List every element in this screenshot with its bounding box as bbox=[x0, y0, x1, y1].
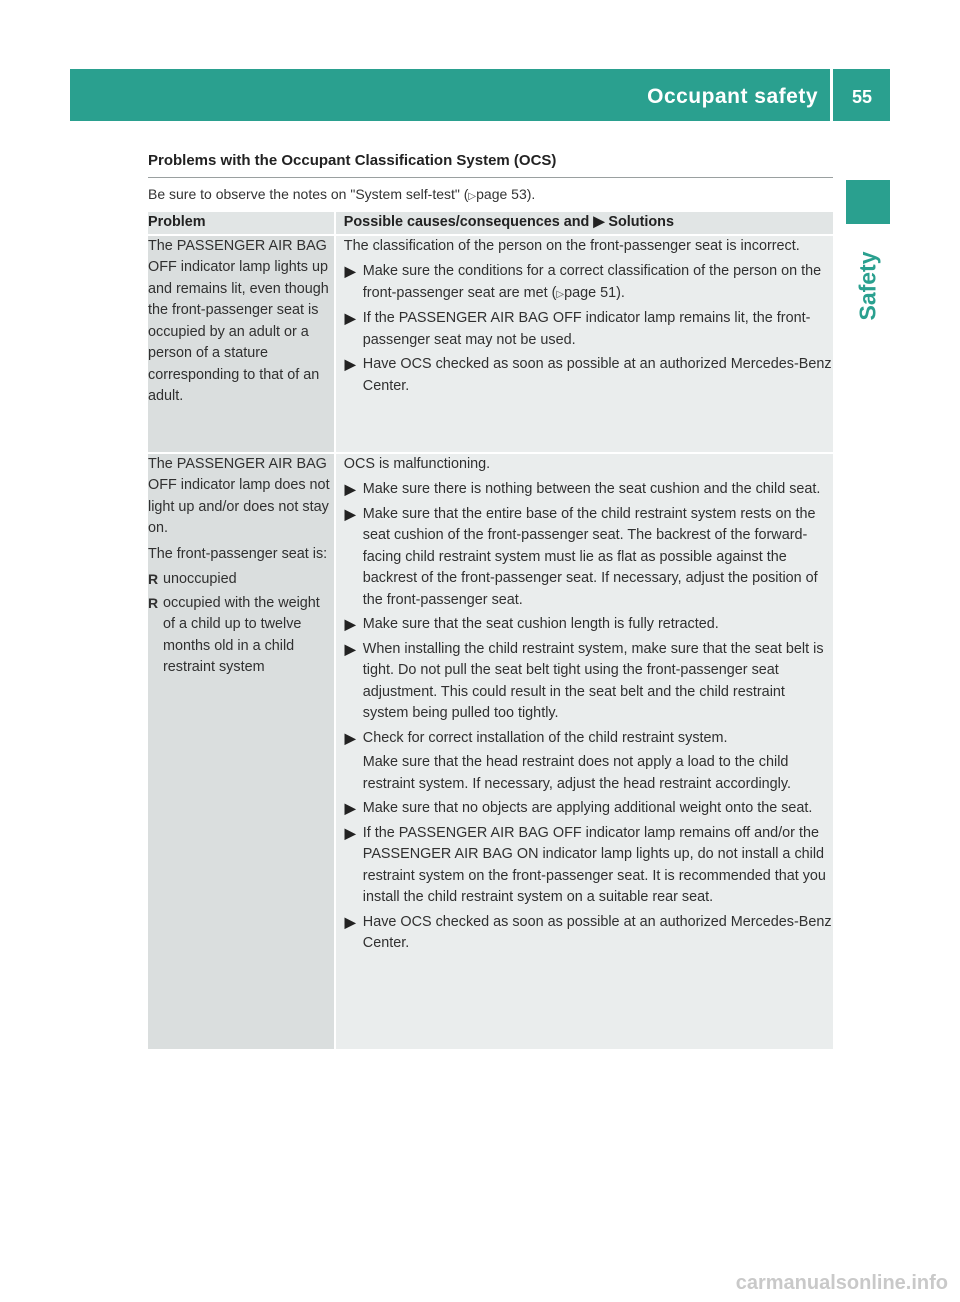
problem-cell: The PASSENGER AIR BAG OFF indicator lamp does not light up and/or does not stay on. The front-passenger seat is: R unoccupied R occupied with the weight of a child up to twelve months old in a child restraint system bbox=[148, 454, 336, 1051]
table-row bbox=[148, 236, 833, 454]
table-header-row bbox=[148, 212, 833, 236]
table-row bbox=[148, 454, 833, 1051]
header-title: Occupant safety bbox=[647, 85, 818, 108]
list-item: ▶ Make sure that the entire base of the child restraint system rests on the seat cushion of the front-passenger seat. The backrest of the forward-facing child restraint system must lie as flat as possible against the backrest of the front-passenger seat. If necessary, adjust the position of the front-passenger seat. bbox=[344, 505, 818, 608]
bullet-icon: R bbox=[148, 571, 159, 587]
triangle-right-icon: ▷ bbox=[556, 288, 565, 300]
problem-cell: The PASSENGER AIR BAG OFF indicator lamp lights up and remains lit, even though the front-passenger seat is occupied by an adult or a person of a stature corresponding to that of an adult. bbox=[148, 236, 336, 454]
action-arrow-icon: ▶ bbox=[344, 505, 356, 522]
column-header-problem: Problem bbox=[148, 212, 336, 236]
list-item: R unoccupied bbox=[148, 569, 334, 591]
action-arrow-icon: ▶ bbox=[344, 263, 356, 279]
list-item: ▶ When installing the child restraint system, make sure that the seat belt is tight. Do not pull the seat belt tight using the front-passenger seat adjustment. This could result in the seat belt and the child restraint system being pulled too tightly. bbox=[344, 640, 824, 721]
watermark: carmanualsonline.info bbox=[735, 1272, 948, 1294]
problem-bullets bbox=[148, 569, 334, 679]
side-tab-marker bbox=[846, 180, 890, 224]
list-item: ▶ Make sure that the seat cushion length is fully retracted. bbox=[344, 614, 833, 636]
action-arrow-icon: ▶ bbox=[344, 729, 356, 746]
page-number: 55 bbox=[851, 87, 872, 107]
list-item: ▶ Check for correct installation of the child restraint system. Make sure that the head restraint does not apply a load to the child restraint system. If necessary, adjust the head restraint accordingly. bbox=[344, 728, 833, 796]
list-item: R occupied with the weight of a child up to twelve months old in a child restraint system bbox=[148, 594, 320, 675]
action-arrow-icon: ▶ bbox=[344, 800, 356, 816]
list-item: ▶ If the PASSENGER AIR BAG OFF indicator lamp remains lit, the front-passenger seat may not be used. bbox=[344, 310, 811, 348]
list-item: ▶ If the PASSENGER AIR BAG OFF indicator lamp remains off and/or the PASSENGER AIR BAG ON indicator lamp lights up, do not install a child restraint system on the front-passenger seat. It is recommended that you install the child restraint system on a suitable rear seat. bbox=[344, 824, 826, 905]
page-reference-link[interactable]: page 53 bbox=[476, 186, 527, 202]
action-arrow-icon: ▶ bbox=[593, 214, 605, 230]
list-item: ▶ Make sure that no objects are applying additional weight onto the seat. bbox=[344, 798, 833, 820]
list-item: ▶ Have OCS checked as soon as possible at an authorized Mercedes-Benz Center. bbox=[344, 356, 832, 394]
list-item: ▶ Have OCS checked as soon as possible at an authorized Mercedes-Benz Center. bbox=[344, 913, 832, 951]
step-note: Make sure that the head restraint does not apply a load to the child restraint system. If necessary, adjust the head restraint accordingly. bbox=[362, 754, 791, 792]
list-item: ▶ Make sure there is nothing between the seat cushion and the child seat. bbox=[344, 479, 833, 501]
section-title: Problems with the Occupant Classification System (OCS) bbox=[148, 152, 557, 169]
action-arrow-icon: ▶ bbox=[344, 616, 356, 632]
action-arrow-icon: ▶ bbox=[344, 356, 356, 372]
list-item: ▶ Make sure the conditions for a correct classification of the person on the front-passenger seat are met (▷page 51). bbox=[344, 263, 822, 301]
action-arrow-icon: ▶ bbox=[344, 824, 356, 841]
action-arrow-icon: ▶ bbox=[344, 481, 356, 497]
problems-table bbox=[148, 212, 833, 1051]
page-reference-link[interactable]: page 51 bbox=[564, 284, 617, 301]
solution-steps bbox=[344, 261, 833, 397]
action-arrow-icon: ▶ bbox=[344, 310, 356, 326]
action-arrow-icon: ▶ bbox=[344, 913, 356, 930]
header-divider bbox=[830, 69, 833, 121]
column-header-solutions: Possible causes/consequences and ▶ Solutions bbox=[336, 212, 833, 236]
side-tab-label: Safety bbox=[854, 251, 881, 321]
header-bar bbox=[70, 69, 890, 121]
action-arrow-icon: ▶ bbox=[344, 640, 356, 657]
section-divider bbox=[148, 177, 833, 178]
bullet-icon: R bbox=[148, 594, 159, 611]
triangle-right-icon: ▷ bbox=[468, 191, 477, 202]
solution-cell: OCS is malfunctioning. ▶ Make sure there is nothing between the seat cushion and the child seat. ▶ Make sure that the entire base of the child restraint system rests on the seat cushion of the front-passenger seat. The backrest of the forward-facing child restraint system must lie as flat as possible against the backrest of the front-passenger seat. If necessary, adjust the position of the front-passenger seat. ▶ Make sure that the seat cushion length is fully retracted. ▶ When installing the child restraint system, make sure that the seat belt is tight. Do not pull the seat belt tight using the front-passenger seat adjustment. This could result in the seat belt and the child restraint system being pulled too tightly. ▶ Check for correct installation of the child restraint system. Make sure that the head restraint does not apply a load to the child restraint system. If necessary, adjust the head restraint accordingly. ▶ Make sure that no objects are applying additional weight onto the seat. ▶ If the PASSENGER AIR BAG OFF indicator lamp remains off and/or the PASSENGER AIR BAG ON indicator lamp lights up, do not install a child restraint system on the front-passenger seat. It is recommended that you install the child restraint system on a suitable rear seat. ▶ Have OCS checked as soon as possible at an authorized Mercedes-Benz Center. bbox=[336, 454, 833, 1051]
solution-cell: The classification of the person on the front-passenger seat is incorrect. ▶ Make sure the conditions for a correct classification of the person on the front-passenger seat are met (▷page 51). ▶ If the PASSENGER AIR BAG OFF indicator lamp remains lit, the front-passenger seat may not be used. ▶ Have OCS checked as soon as possible at an authorized Mercedes-Benz Center. bbox=[336, 236, 833, 454]
solution-steps bbox=[344, 479, 833, 955]
intro-paragraph: Be sure to observe the notes on "System self-test" (▷page 53). bbox=[148, 186, 536, 202]
